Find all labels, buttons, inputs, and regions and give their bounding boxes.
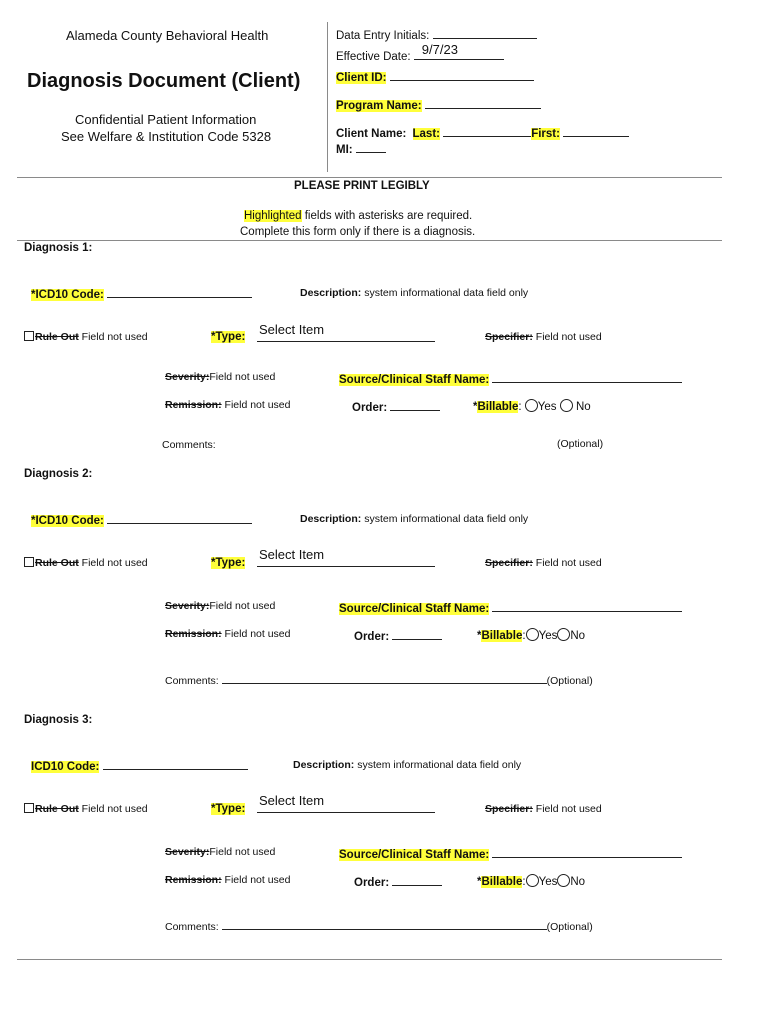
billable-label: Billable <box>481 876 523 888</box>
diagnosis-3-source-field[interactable] <box>339 846 682 861</box>
description-label: Description: <box>293 759 355 771</box>
billable-yes-radio[interactable] <box>526 628 539 641</box>
source-line[interactable] <box>492 600 682 612</box>
remission-label: Remission: <box>165 628 222 640</box>
diagnosis-3-remission <box>165 874 291 886</box>
diagnosis-2-remission <box>165 628 291 640</box>
diagnosis-2-severity <box>165 600 275 612</box>
effective-date-field[interactable] <box>336 42 504 63</box>
last-name-label: Last: <box>412 128 440 140</box>
mi-line[interactable] <box>356 141 386 153</box>
order-label: Order: <box>354 877 390 889</box>
mi-label: MI: <box>336 144 353 156</box>
diagnosis-3-specifier <box>485 803 602 815</box>
data-entry-initials-label: Data Entry Initials: <box>336 30 430 42</box>
rule-out-value: Field not used <box>81 803 148 815</box>
source-label: Source/Clinical Staff Name: <box>339 603 490 615</box>
data-entry-initials-line[interactable] <box>433 27 537 39</box>
icd10-line[interactable] <box>107 512 252 524</box>
specifier-label: Specifier: <box>485 803 533 815</box>
org-name: Alameda County Behavioral Health <box>66 28 269 43</box>
billable-no-radio[interactable] <box>557 628 570 641</box>
effective-date-label: Effective Date: <box>336 51 411 63</box>
type-select-line[interactable] <box>257 793 435 813</box>
diagnosis-2-type-select[interactable] <box>257 547 435 572</box>
billable-no-radio[interactable] <box>557 874 570 887</box>
description-label: Description: <box>300 287 362 299</box>
rule-out-checkbox[interactable] <box>24 803 34 813</box>
billable-label: Billable <box>477 401 519 413</box>
billable-yes-radio[interactable] <box>525 399 538 412</box>
source-label: Source/Clinical Staff Name: <box>339 374 490 386</box>
specifier-value: Field not used <box>535 803 602 815</box>
description-value: system informational data field only <box>364 513 529 525</box>
diagnosis-1-order-field[interactable] <box>352 399 440 414</box>
type-select-value: Select Item <box>259 793 325 808</box>
severity-label: Severity: <box>165 371 210 383</box>
billable-yes-label: Yes <box>538 876 558 888</box>
comments-optional: (Optional) <box>546 675 593 687</box>
data-entry-initials-field[interactable] <box>336 27 537 42</box>
billable-asterisk: * <box>473 401 478 413</box>
diagnosis-3-icd10-field[interactable] <box>31 758 248 773</box>
billable-yes-radio[interactable] <box>526 874 539 887</box>
icd10-label: *ICD10 Code: <box>31 515 104 527</box>
severity-label: Severity: <box>165 600 210 612</box>
diagnosis-2-heading: Diagnosis 2: <box>24 468 93 480</box>
source-line[interactable] <box>492 846 682 858</box>
first-name-line[interactable] <box>563 125 629 137</box>
diagnosis-3-description <box>293 759 521 771</box>
icd10-line[interactable] <box>107 286 252 298</box>
order-line[interactable] <box>392 628 442 640</box>
effective-date-value: 9/7/23 <box>421 42 458 57</box>
type-select-value: Select Item <box>259 322 325 337</box>
rule-out-label: Rule Out <box>35 803 79 815</box>
billable-no-radio[interactable] <box>560 399 573 412</box>
diagnosis-1-comments-label: Comments: <box>162 439 216 451</box>
billable-no-label: No <box>570 876 586 888</box>
diagnosis-2-comments[interactable] <box>165 672 593 687</box>
rule-out-value: Field not used <box>81 557 148 569</box>
diagnosis-2-order-field[interactable] <box>354 628 442 643</box>
print-legibly-note: PLEASE PRINT LEGIBLY <box>294 180 430 192</box>
billable-yes-label: Yes <box>538 630 558 642</box>
billable-yes-label: Yes <box>537 401 557 413</box>
client-name-field <box>336 125 629 140</box>
billable-no-label: No <box>570 630 586 642</box>
diagnosis-3-comments[interactable] <box>165 918 593 933</box>
specifier-value: Field not used <box>535 557 602 569</box>
header-divider <box>327 22 328 172</box>
diagnosis-1-type-select[interactable] <box>257 322 435 347</box>
confidential-line-2: See Welfare & Institution Code 5328 <box>61 129 272 144</box>
remission-value: Field not used <box>224 874 291 886</box>
remission-label: Remission: <box>165 399 222 411</box>
comments-label: Comments: <box>165 675 219 687</box>
diagnosis-2-source-field[interactable] <box>339 600 682 615</box>
order-line[interactable] <box>390 399 440 411</box>
billable-asterisk: * <box>477 876 482 888</box>
rule-out-label: Rule Out <box>35 331 79 343</box>
icd10-line[interactable] <box>103 758 248 770</box>
type-label: *Type: <box>211 331 246 343</box>
billable-asterisk: * <box>477 630 482 642</box>
order-label: Order: <box>354 631 390 643</box>
severity-value: Field not used <box>209 371 276 383</box>
program-name-line[interactable] <box>425 97 541 109</box>
description-value: system informational data field only <box>357 759 522 771</box>
diagnosis-1-icd10-field[interactable] <box>31 286 252 301</box>
diagnosis-2-icd10-field[interactable] <box>31 512 252 527</box>
type-select-line[interactable] <box>257 547 435 567</box>
comments-line[interactable] <box>222 918 547 930</box>
specifier-value: Field not used <box>535 331 602 343</box>
diagnosis-1-specifier <box>485 331 602 343</box>
severity-label: Severity: <box>165 846 210 858</box>
confidential-line-1: Confidential Patient Information <box>75 112 257 127</box>
rule-out-checkbox[interactable] <box>24 331 34 341</box>
diagnosis-3-type-label-wrap <box>211 803 245 815</box>
comments-line[interactable] <box>222 672 547 684</box>
diagnosis-3-severity <box>165 846 275 858</box>
header-rule <box>17 177 722 178</box>
icd10-label: *ICD10 Code: <box>31 289 104 301</box>
diagnosis-3-billable: *Billable: Yes No <box>477 876 586 888</box>
footer-rule <box>17 959 722 960</box>
program-name-label: Program Name: <box>336 100 422 112</box>
diagnosis-1-remission <box>165 399 291 411</box>
diagnosis-3-heading: Diagnosis 3: <box>24 714 93 726</box>
order-label: Order: <box>352 402 388 414</box>
diagnosis-1-source-field[interactable] <box>339 371 682 386</box>
remission-value: Field not used <box>224 399 291 411</box>
last-name-line[interactable] <box>443 125 531 137</box>
diagnosis-1-comments-optional: (Optional) <box>557 438 604 450</box>
specifier-label: Specifier: <box>485 331 533 343</box>
diagnosis-1-severity <box>165 371 275 383</box>
diagnosis-2-description <box>300 513 528 525</box>
instructions-rule <box>17 240 722 241</box>
first-name-label: First: <box>531 128 560 140</box>
type-label: *Type: <box>211 803 246 815</box>
description-label: Description: <box>300 513 362 525</box>
required-fields-note <box>244 210 472 222</box>
highlighted-word: Highlighted <box>244 210 302 222</box>
type-label: *Type: <box>211 557 246 569</box>
source-label: Source/Clinical Staff Name: <box>339 849 490 861</box>
remission-value: Field not used <box>224 628 291 640</box>
diagnosis-1-type-label-wrap <box>211 331 245 343</box>
diagnosis-2-type-label-wrap <box>211 557 245 569</box>
diagnosis-only-note: Complete this form only if there is a diagnosis. <box>240 226 476 238</box>
severity-value: Field not used <box>209 600 276 612</box>
diagnosis-1-rule-out[interactable] <box>24 331 148 343</box>
icd10-label: ICD10 Code: <box>31 761 100 773</box>
diagnosis-1-description <box>300 287 528 299</box>
order-line[interactable] <box>392 874 442 886</box>
client-name-label: Client Name: <box>336 128 407 140</box>
comments-optional: (Optional) <box>546 921 593 933</box>
diagnosis-3-rule-out[interactable] <box>24 803 148 815</box>
mi-field[interactable] <box>336 141 386 156</box>
comments-label: Comments: <box>165 921 219 933</box>
billable-no-label: No <box>575 401 591 413</box>
diagnosis-3-type-select[interactable] <box>257 793 435 818</box>
required-fields-text: fields with asterisks are required. <box>301 210 473 222</box>
page-title: Diagnosis Document (Client) <box>27 70 301 92</box>
description-value: system informational data field only <box>364 287 529 299</box>
diagnosis-1-billable: *Billable: Yes No <box>473 401 591 413</box>
client-id-field[interactable] <box>336 69 534 84</box>
type-select-value: Select Item <box>259 547 325 562</box>
severity-value: Field not used <box>209 846 276 858</box>
type-select-line[interactable] <box>257 322 435 342</box>
program-name-field[interactable] <box>336 97 541 112</box>
diagnosis-2-billable: *Billable: Yes No <box>477 630 586 642</box>
diagnosis-3-order-field[interactable] <box>354 874 442 889</box>
specifier-label: Specifier: <box>485 557 533 569</box>
effective-date-line[interactable] <box>414 42 504 60</box>
billable-label: Billable <box>481 630 523 642</box>
remission-label: Remission: <box>165 874 222 886</box>
diagnosis-2-specifier <box>485 557 602 569</box>
rule-out-label: Rule Out <box>35 557 79 569</box>
client-id-label: Client ID: <box>336 72 387 84</box>
source-line[interactable] <box>492 371 682 383</box>
client-id-line[interactable] <box>390 69 534 81</box>
diagnosis-2-rule-out[interactable] <box>24 557 148 569</box>
rule-out-value: Field not used <box>81 331 148 343</box>
diagnosis-1-heading: Diagnosis 1: <box>24 242 93 254</box>
rule-out-checkbox[interactable] <box>24 557 34 567</box>
